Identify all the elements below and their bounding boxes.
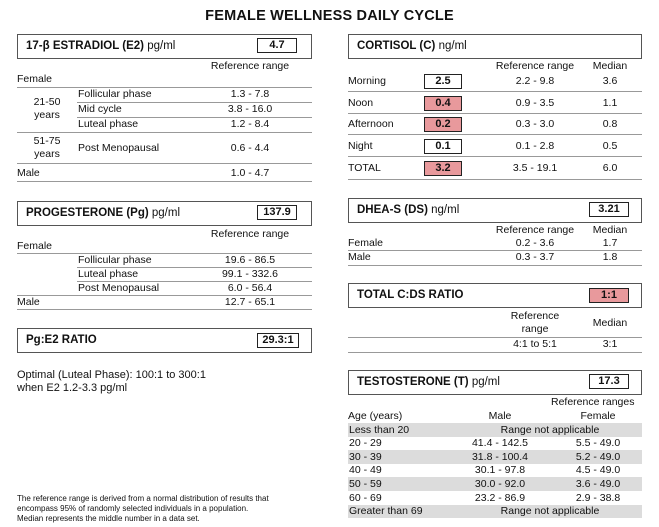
- cds-ratio-value: 1:1: [589, 288, 629, 303]
- testosterone-male-range: 30.0 - 92.0: [474, 477, 526, 490]
- dheas-median-header: Median: [592, 224, 628, 236]
- progesterone-row-label: Follicular phase: [78, 254, 152, 266]
- testosterone-age: 20 - 29: [349, 437, 382, 450]
- cortisol-row-value: 2.5: [424, 74, 462, 89]
- progesterone-row-range: 6.0 - 56.4: [227, 282, 273, 294]
- cortisol-row-label: Noon: [348, 97, 374, 109]
- cds-range: 4:1 to 5:1: [513, 338, 557, 350]
- estradiol-age-group-1: 21-50 years: [33, 96, 61, 121]
- progesterone-female-label: Female: [17, 240, 53, 252]
- progesterone-value: 137.9: [257, 205, 297, 220]
- progesterone-male-range: 12.7 - 65.1: [224, 296, 276, 308]
- testosterone-age: 40 - 49: [349, 464, 382, 477]
- testosterone-value: 17.3: [589, 374, 629, 389]
- cortisol-title: CORTISOL (C) ng/ml: [357, 40, 467, 52]
- testosterone-male-range: 23.2 - 86.9: [474, 491, 526, 504]
- progesterone-male-label: Male: [17, 296, 40, 308]
- dheas-row-range: 0.2 - 3.6: [515, 237, 555, 249]
- estradiol-phase-range: 3.8 - 16.0: [227, 103, 273, 115]
- cortisol-row-label: TOTAL: [348, 162, 381, 174]
- estradiol-post-label: Post Menopausal: [78, 142, 160, 154]
- estradiol-female-label: Female: [17, 73, 53, 85]
- pg-e2-optimal-line-1: Optimal (Luteal Phase): 100:1 to 300:1: [17, 369, 206, 381]
- dheas-value: 3.21: [589, 202, 629, 217]
- dheas-ref-header: Reference range: [495, 224, 575, 236]
- testosterone-col-female: Female: [580, 410, 616, 422]
- cortisol-row-range: 2.2 - 9.8: [515, 75, 555, 87]
- cortisol-row-range: 0.9 - 3.5: [515, 97, 555, 109]
- dheas-row-median: 1.7: [602, 237, 618, 249]
- testosterone-na: Range not applicable: [500, 505, 600, 518]
- cortisol-row-value: 0.2: [424, 117, 462, 132]
- testosterone-male-range: 31.8 - 100.4: [471, 450, 529, 463]
- testosterone-col-male: Male: [488, 410, 512, 422]
- estradiol-phase-label: Mid cycle: [78, 103, 122, 115]
- cortisol-row-median: 0.5: [602, 140, 618, 152]
- progesterone-row-range: 19.6 - 86.5: [224, 254, 276, 266]
- testosterone-female-range: 3.6 - 49.0: [575, 477, 621, 490]
- cortisol-median-header: Median: [592, 60, 628, 72]
- cortisol-row-label: Afternoon: [348, 118, 394, 130]
- page-title: FEMALE WELLNESS DAILY CYCLE: [205, 8, 454, 24]
- cortisol-row-range: 0.3 - 3.0: [515, 118, 555, 130]
- estradiol-title: 17-β ESTRADIOL (E2) pg/ml: [26, 40, 176, 52]
- dheas-row-label: Male: [348, 251, 371, 263]
- cortisol-row-median: 0.8: [602, 118, 618, 130]
- pg-e2-optimal-line-2: when E2 1.2-3.3 pg/ml: [17, 382, 128, 394]
- estradiol-phase-label: Follicular phase: [78, 88, 152, 100]
- testosterone-age: 50 - 59: [349, 477, 382, 490]
- estradiol-ref-header: Reference range: [210, 60, 290, 72]
- pg-e2-ratio-value: 29.3:1: [257, 333, 299, 348]
- progesterone-title: PROGESTERONE (Pg) pg/ml: [26, 207, 181, 219]
- estradiol-post-range: 0.6 - 4.4: [230, 142, 270, 154]
- cortisol-row-label: Morning: [348, 75, 386, 87]
- cortisol-row-median: 1.1: [602, 97, 618, 109]
- cortisol-row-median: 3.6: [602, 75, 618, 87]
- cds-median: 3:1: [602, 338, 618, 350]
- testosterone-col-age: Age (years): [348, 410, 403, 422]
- testosterone-age: Less than 20: [349, 423, 410, 436]
- testosterone-age: 30 - 39: [349, 450, 382, 463]
- progesterone-row-range: 99.1 - 332.6: [221, 268, 279, 280]
- estradiol-phase-label: Luteal phase: [78, 118, 139, 130]
- progesterone-ref-header: Reference range: [210, 228, 290, 240]
- testosterone-male-range: 30.1 - 97.8: [474, 464, 526, 477]
- cortisol-row-range: 3.5 - 19.1: [512, 162, 558, 174]
- cortisol-ref-header: Reference range: [495, 60, 575, 72]
- testosterone-age: Greater than 69: [349, 505, 423, 518]
- dheas-row-label: Female: [348, 237, 384, 249]
- cortisol-row-value: 0.4: [424, 96, 462, 111]
- pg-e2-ratio-title: Pg:E2 RATIO: [26, 334, 97, 346]
- estradiol-phase-range: 1.2 - 8.4: [230, 118, 270, 130]
- estradiol-phase-range: 1.3 - 7.8: [230, 88, 270, 100]
- testosterone-ref-header: Reference ranges: [551, 396, 635, 408]
- cds-ref-header: Reference range: [510, 310, 560, 335]
- dheas-row-median: 1.8: [602, 251, 618, 263]
- cortisol-row-label: Night: [348, 140, 373, 152]
- testosterone-female-range: 5.2 - 49.0: [575, 450, 621, 463]
- testosterone-title: TESTOSTERONE (T) pg/ml: [357, 376, 500, 388]
- progesterone-row-label: Luteal phase: [78, 268, 139, 280]
- testosterone-male-range: 41.4 - 142.5: [471, 437, 529, 450]
- cortisol-row-median: 6.0: [602, 162, 618, 174]
- dheas-title: DHEA-S (DS) ng/ml: [357, 204, 460, 216]
- cortisol-row-value: 0.1: [424, 139, 462, 154]
- footnote: The reference range is derived from a normal distribution of results that encompass 95% of randomly selected individuals in a population. Median represents the middle number in a data set.: [17, 494, 269, 523]
- cds-median-header: Median: [592, 317, 628, 329]
- testosterone-female-range: 4.5 - 49.0: [575, 464, 621, 477]
- testosterone-na: Range not applicable: [500, 423, 600, 436]
- estradiol-age-group-2: 51-75 years: [33, 135, 61, 160]
- estradiol-value: 4.7: [257, 38, 297, 53]
- estradiol-male-label: Male: [17, 167, 40, 179]
- testosterone-female-range: 5.5 - 49.0: [575, 437, 621, 450]
- progesterone-row-label: Post Menopausal: [78, 282, 160, 294]
- testosterone-female-range: 2.9 - 38.8: [575, 491, 621, 504]
- cortisol-row-range: 0.1 - 2.8: [515, 140, 555, 152]
- estradiol-male-range: 1.0 - 4.7: [230, 167, 270, 179]
- dheas-row-range: 0.3 - 3.7: [515, 251, 555, 263]
- cortisol-row-value: 3.2: [424, 161, 462, 176]
- testosterone-age: 60 - 69: [349, 491, 382, 504]
- cds-ratio-title: TOTAL C:DS RATIO: [357, 289, 464, 301]
